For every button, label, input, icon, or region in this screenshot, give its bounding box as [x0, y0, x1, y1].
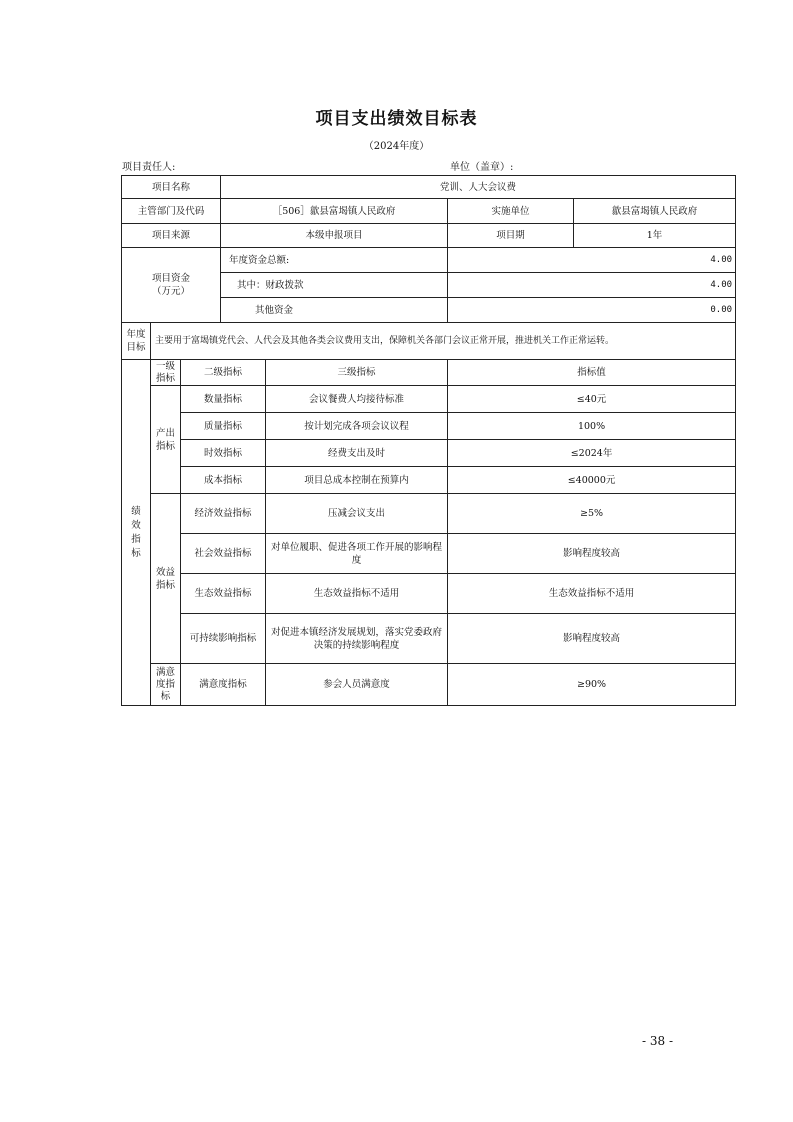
indicator-l3: 对促进本镇经济发展规划，落实党委政府决策的持续影响程度	[266, 614, 448, 664]
indicator-l2: 质量指标	[181, 413, 266, 440]
indicator-l3: 参会人员满意度	[266, 664, 448, 706]
indicator-l3: 按计划完成各项会议议程	[266, 413, 448, 440]
dept-value: ［506］歙县富堨镇人民政府	[221, 199, 448, 224]
performance-indicators-label: 绩 效 指 标	[122, 360, 151, 706]
indicator-l2: 成本指标	[181, 467, 266, 494]
indicator-value: 100%	[448, 413, 736, 440]
indicator-l3: 压减会议支出	[266, 494, 448, 534]
level2-header: 二级指标	[181, 360, 266, 386]
indicator-l2: 生态效益指标	[181, 574, 266, 614]
funds-total-value: 4.00	[448, 248, 736, 273]
funds-label: 项目资金 （万元）	[122, 248, 221, 323]
indicator-value: 影响程度较高	[448, 614, 736, 664]
responsible-person-label: 项目责任人:	[122, 162, 176, 173]
funds-total-label: 年度资金总额:	[221, 248, 448, 273]
project-name-value: 党训、人大会议费	[221, 176, 736, 199]
period-label: 项目期	[448, 224, 574, 248]
indicator-value: ≤2024年	[448, 440, 736, 467]
indicator-l2: 数量指标	[181, 386, 266, 413]
funds-fiscal-label: 其中：财政拨款	[221, 273, 448, 298]
period-value: 1年	[574, 224, 736, 248]
annual-goal-text: 主要用于富堨镇党代会、人代会及其他各类会议费用支出，保障机关各部门会议正常开展，推进机关工作正常运转。	[151, 323, 736, 360]
impl-unit-label: 实施单位	[448, 199, 574, 224]
impl-unit-value: 歙县富堨镇人民政府	[574, 199, 736, 224]
fiscal-year: （2024年度）	[363, 141, 430, 152]
funds-other-value: 0.00	[448, 298, 736, 323]
page-title: 项目支出绩效目标表	[315, 109, 478, 129]
indicator-value-header: 指标值	[448, 360, 736, 386]
indicator-value: ≤40000元	[448, 467, 736, 494]
indicator-value: 影响程度较高	[448, 534, 736, 574]
source-value: 本级申报项目	[221, 224, 448, 248]
output-indicators-label: 产出 指标	[151, 386, 181, 494]
level1-header: 一级 指标	[151, 360, 181, 386]
indicator-l2: 满意度指标	[181, 664, 266, 706]
indicator-l3: 对单位履职、促进各项工作开展的影响程度	[266, 534, 448, 574]
source-label: 项目来源	[122, 224, 221, 248]
satisfaction-indicators-label: 满意 度指 标	[151, 664, 181, 706]
indicator-l3: 项目总成本控制在预算内	[266, 467, 448, 494]
funds-fiscal-value: 4.00	[448, 273, 736, 298]
indicator-value: ≥5%	[448, 494, 736, 534]
indicator-l2: 可持续影响指标	[181, 614, 266, 664]
dept-label: 主管部门及代码	[122, 199, 221, 224]
unit-seal-label: 单位（盖章）:	[450, 162, 514, 173]
indicator-l3: 生态效益指标不适用	[266, 574, 448, 614]
benefit-indicators-label: 效益 指标	[151, 494, 181, 664]
annual-goal-label: 年度 目标	[122, 323, 151, 360]
indicator-l3: 经费支出及时	[266, 440, 448, 467]
indicator-l2: 时效指标	[181, 440, 266, 467]
level3-header: 三级指标	[266, 360, 448, 386]
indicator-l2: 经济效益指标	[181, 494, 266, 534]
indicator-value: ≥90%	[448, 664, 736, 706]
indicator-value: 生态效益指标不适用	[448, 574, 736, 614]
indicator-l3: 会议餐费人均接待标准	[266, 386, 448, 413]
indicator-value: ≤40元	[448, 386, 736, 413]
page-number: - 38 -	[642, 1034, 674, 1048]
performance-target-table	[121, 175, 736, 706]
project-name-label: 项目名称	[122, 176, 221, 199]
indicator-l2: 社会效益指标	[181, 534, 266, 574]
funds-other-label: 其他资金	[221, 298, 448, 323]
